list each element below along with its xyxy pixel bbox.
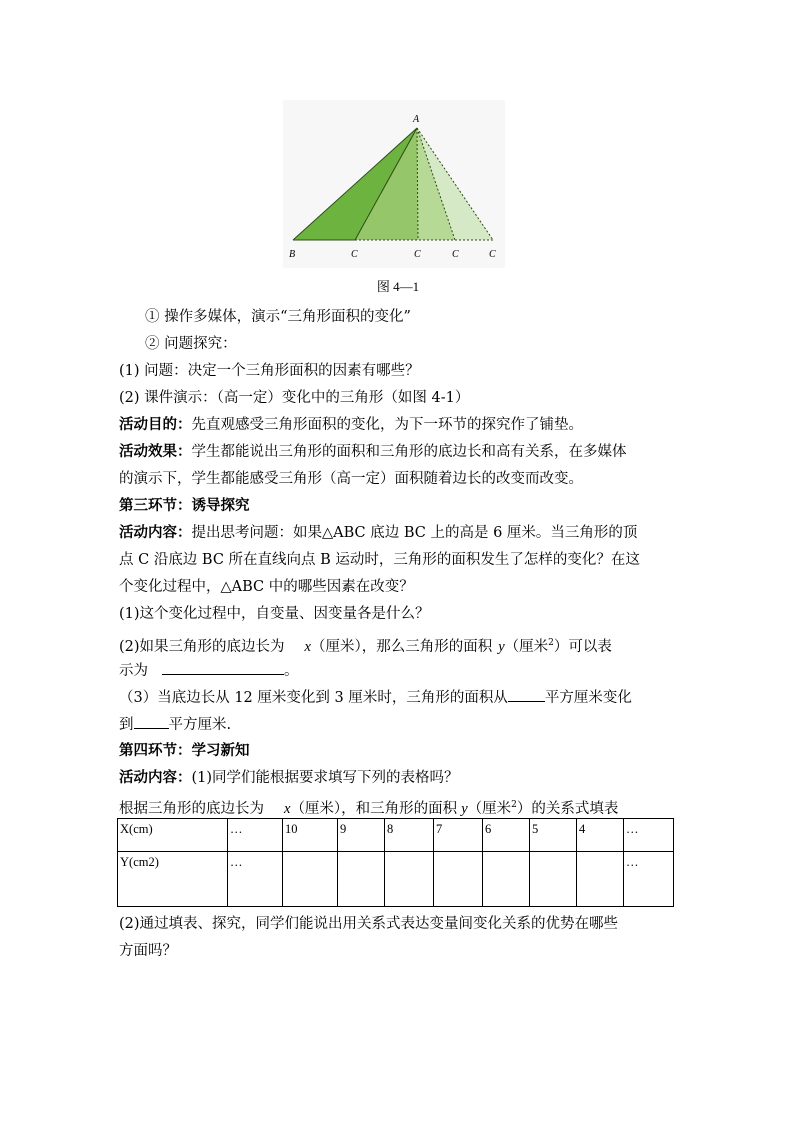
activity-effect bbox=[119, 442, 675, 462]
table-cell[interactable] bbox=[385, 852, 434, 907]
table-cell: 7 bbox=[434, 819, 483, 852]
subquestion-2-d: ）可以表 bbox=[553, 638, 612, 655]
activity-content-label: 活动内容： bbox=[119, 524, 192, 541]
activity-effect-label: 活动效果： bbox=[119, 443, 192, 460]
activity-purpose-label: 活动目的： bbox=[119, 416, 192, 433]
table-cell[interactable] bbox=[283, 852, 338, 907]
table-cell[interactable] bbox=[530, 852, 577, 907]
activity-purpose bbox=[119, 415, 675, 435]
vertex-label-c3: C bbox=[452, 249, 459, 260]
activity-content-4 bbox=[119, 768, 675, 788]
triangle-figure bbox=[283, 100, 505, 268]
table-cell: 4 bbox=[577, 819, 624, 852]
subquestion-2-a: (2)如果三角形的底边长为 bbox=[119, 638, 285, 655]
table-cell: … bbox=[228, 819, 283, 852]
table-cell: 9 bbox=[338, 819, 385, 852]
section-three-heading: 第三环节：诱导探究 bbox=[119, 497, 250, 514]
table-cell[interactable] bbox=[338, 852, 385, 907]
table-cell: 10 bbox=[283, 819, 338, 852]
table-cell: … bbox=[624, 819, 674, 852]
activity-content-2: 点 C 沿底边 BC 所在直线向点 B 运动时，三角形的面积发生了怎样的变化？在这 bbox=[119, 552, 640, 568]
table-cell: X(cm) bbox=[118, 819, 228, 852]
section-four-heading: 第四环节：学习新知 bbox=[119, 742, 250, 759]
answer-blank-2[interactable] bbox=[508, 687, 545, 702]
question-advantage-cont: 方面吗？ bbox=[119, 943, 177, 959]
table-row-y bbox=[118, 852, 674, 907]
step-operate: ① 操作多媒体，演示“三角形面积的变化” bbox=[145, 309, 411, 325]
activity-purpose-text: 先直观感受三角形面积的变化，为下一环节的探究作了铺垫。 bbox=[191, 417, 583, 433]
subquestion-3-cont-b: 平方厘米. bbox=[168, 717, 232, 733]
table-cell[interactable] bbox=[483, 852, 530, 907]
table-cell: … bbox=[624, 852, 674, 907]
table-var-y: y bbox=[461, 800, 468, 817]
subquestion-3-a: （3）当底边长从 12 厘米变化到 3 厘米时，三角形的面积从 bbox=[119, 690, 508, 706]
activity-content-text: 提出思考问题：如果△ABC 底边 BC 上的高是 6 厘米。当三角形的顶 bbox=[191, 525, 638, 541]
table-instruction-d: ）的关系式填表 bbox=[516, 800, 619, 817]
table-cell: 5 bbox=[530, 819, 577, 852]
vertex-label-c2: C bbox=[414, 249, 421, 260]
subquestion-3-b: 平方厘米变化 bbox=[544, 690, 632, 706]
table-instruction-c: （厘米 bbox=[467, 800, 512, 817]
subquestion-2-c: （厘米 bbox=[504, 638, 549, 655]
table-instruction bbox=[119, 795, 675, 819]
subquestion-2-cont bbox=[119, 660, 675, 681]
question-2: (2) 课件演示：（高一定）变化中的三角形（如图 4-1） bbox=[119, 390, 470, 406]
table-cell: 6 bbox=[483, 819, 530, 852]
activity-content-4-text: (1)同学们能根据要求填写下列的表格吗？ bbox=[191, 770, 459, 786]
table-instruction-a: 根据三角形的底边长为 bbox=[119, 800, 264, 817]
activity-content-1 bbox=[119, 523, 675, 543]
value-table bbox=[117, 818, 674, 907]
activity-content-4-label: 活动内容： bbox=[119, 769, 192, 786]
activity-effect-text: 学生都能说出三角形的面积和三角形的底边长和高有关系，在多媒体 bbox=[191, 444, 627, 460]
subquestion-2-b: （厘米），那么三角形的面积 bbox=[310, 638, 493, 655]
subquestion-3 bbox=[119, 687, 675, 708]
activity-effect-cont: 的演示下，学生都能感受三角形（高一定）面积随着边长的改变而改变。 bbox=[119, 471, 583, 487]
vertex-label-b: B bbox=[289, 249, 296, 260]
table-cell: … bbox=[228, 852, 283, 907]
vertex-label-c4: C bbox=[489, 249, 496, 260]
table-cell[interactable] bbox=[434, 852, 483, 907]
figure-caption: 图 4—1 bbox=[376, 279, 420, 294]
table-cell[interactable] bbox=[577, 852, 624, 907]
table-var-x: x bbox=[284, 800, 291, 817]
table-instruction-b: （厘米），和三角形的面积 bbox=[290, 800, 458, 817]
table-superscript-2: 2 bbox=[511, 800, 517, 810]
answer-blank-1[interactable] bbox=[162, 660, 284, 675]
table-row-x bbox=[118, 819, 674, 852]
vertex-label-c1: C bbox=[351, 249, 358, 260]
var-x: x bbox=[304, 638, 311, 655]
question-advantage: (2)通过填表、探究，同学们能说出用关系式表达变量间变化关系的优势在哪些 bbox=[119, 916, 619, 932]
triangle-diagram bbox=[283, 100, 505, 268]
vertex-label-a: A bbox=[413, 114, 420, 125]
var-y: y bbox=[498, 638, 505, 655]
table-cell: 8 bbox=[385, 819, 434, 852]
subquestion-3-cont bbox=[119, 714, 675, 735]
subquestion-1: (1)这个变化过程中，自变量、因变量各是什么？ bbox=[119, 606, 430, 622]
subquestion-2 bbox=[119, 633, 675, 657]
activity-content-3: 个变化过程中，△ABC 中的哪些因素在改变？ bbox=[119, 579, 414, 595]
superscript-2: 2 bbox=[548, 638, 554, 648]
question-1: (1) 问题：决定一个三角形面积的因素有哪些？ bbox=[119, 363, 420, 379]
subquestion-2-cont-a: 示为 bbox=[119, 663, 148, 679]
step-explore: ② 问题探究： bbox=[145, 336, 237, 352]
subquestion-3-cont-a: 到 bbox=[119, 717, 134, 733]
subquestion-2-cont-b: 。 bbox=[284, 663, 299, 679]
table-cell: Y(cm2) bbox=[118, 852, 228, 907]
answer-blank-3[interactable] bbox=[134, 714, 169, 729]
